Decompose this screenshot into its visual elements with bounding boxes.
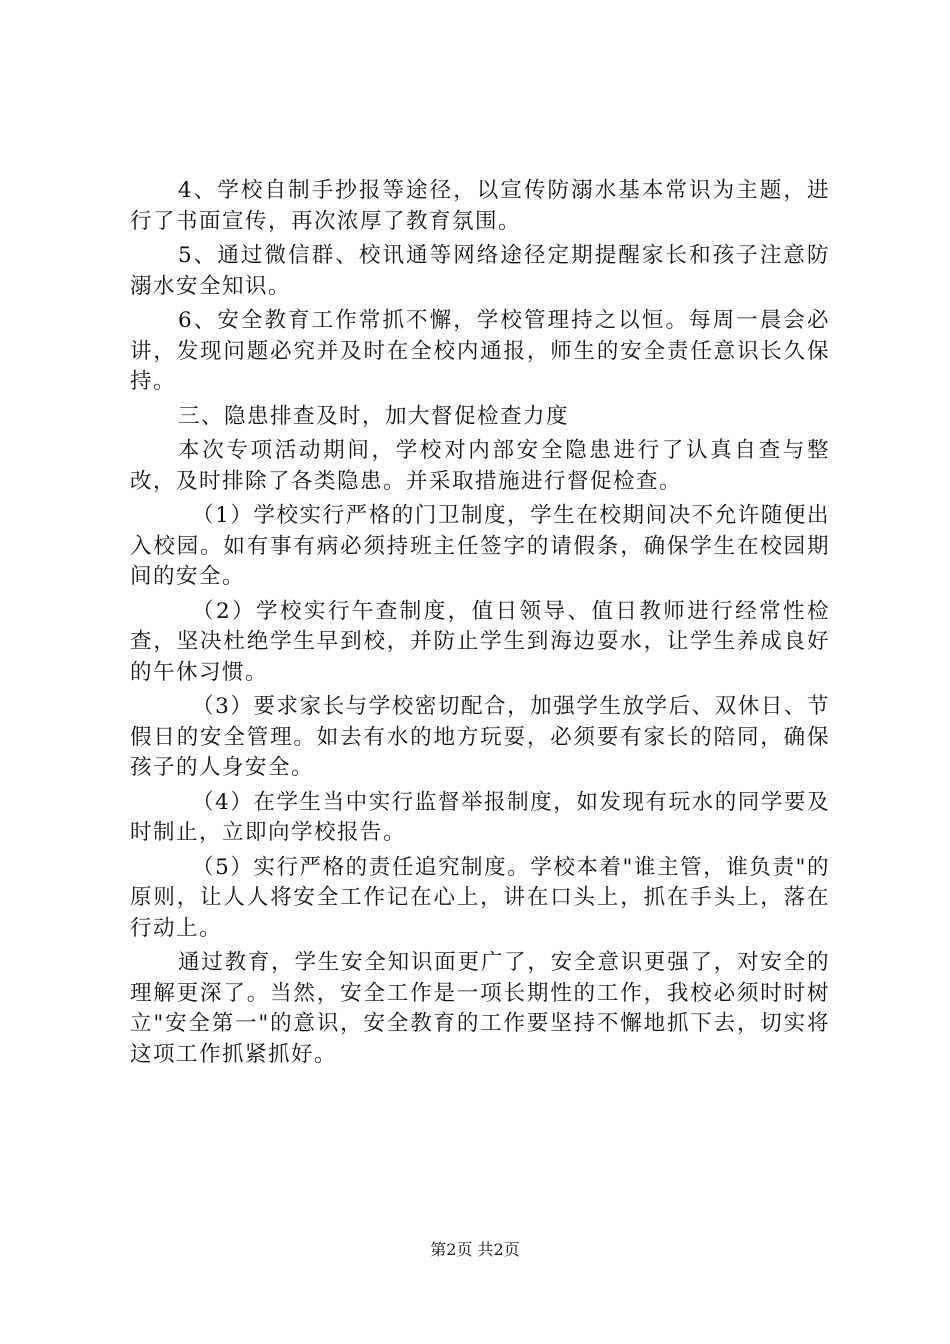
paragraph-measure-5: （5）实行严格的责任追究制度。学校本着"谁主管，谁负责"的原则，让人人将安全工作记在心上，讲在口头上，抓在手头上，落在行动上。 <box>130 854 830 941</box>
paragraph-measure-1: （1）学校实行严格的门卫制度，学生在校期间决不允许随便出入校园。如有事有病必须持班主任签字的请假条，确保学生在校园期间的安全。 <box>130 503 830 589</box>
paragraph-item-5: 5、通过微信群、校讯通等网络途径定期提醒家长和孩子注意防溺水安全知识。 <box>130 243 830 299</box>
paragraph-measure-4: （4）在学生当中实行监督举报制度，如发现有玩水的同学要及时制止，立即向学校报告。 <box>130 789 830 845</box>
paragraph-measure-2: （2）学校实行午查制度，值日领导、值日教师进行经常性检查，坚决杜绝学生早到校，并防止学生到海边耍水，让学生养成良好的午休习惯。 <box>130 598 830 685</box>
section-heading-3: 三、隐患排查及时，加大督促检查力度 <box>178 403 570 429</box>
paragraph-conclusion: 通过教育，学生安全知识面更广了，安全意识更强了，对安全的理解更深了。当然，安全工作是一项长期性的工作，我校必须时时树立"安全第一"的意识，安全教育的工作要坚持不懈地抓下去，切实将这项工作抓紧抓好。 <box>130 950 830 1067</box>
page-number-footer: 第2页 共2页 <box>430 1240 520 1259</box>
paragraph-section-intro: 本次专项活动期间，学校对内部安全隐患进行了认真自查与整改，及时排除了各类隐患。并采取措施进行督促检查。 <box>130 438 830 494</box>
paragraph-measure-3: （3）要求家长与学校密切配合，加强学生放学后、双休日、节假日的安全管理。如去有水的地方玩耍，必须要有家长的陪同，确保孩子的人身安全。 <box>130 694 830 780</box>
document-body <box>130 176 830 1074</box>
paragraph-item-6: 6、安全教育工作常抓不懈，学校管理持之以恒。每周一晨会必讲，发现问题必究并及时在全校内通报，师生的安全责任意识长久保持。 <box>130 308 830 394</box>
paragraph-item-4: 4、学校自制手抄报等途径，以宣传防溺水基本常识为主题，进行了书面宣传，再次浓厚了教育氛围。 <box>130 178 830 234</box>
